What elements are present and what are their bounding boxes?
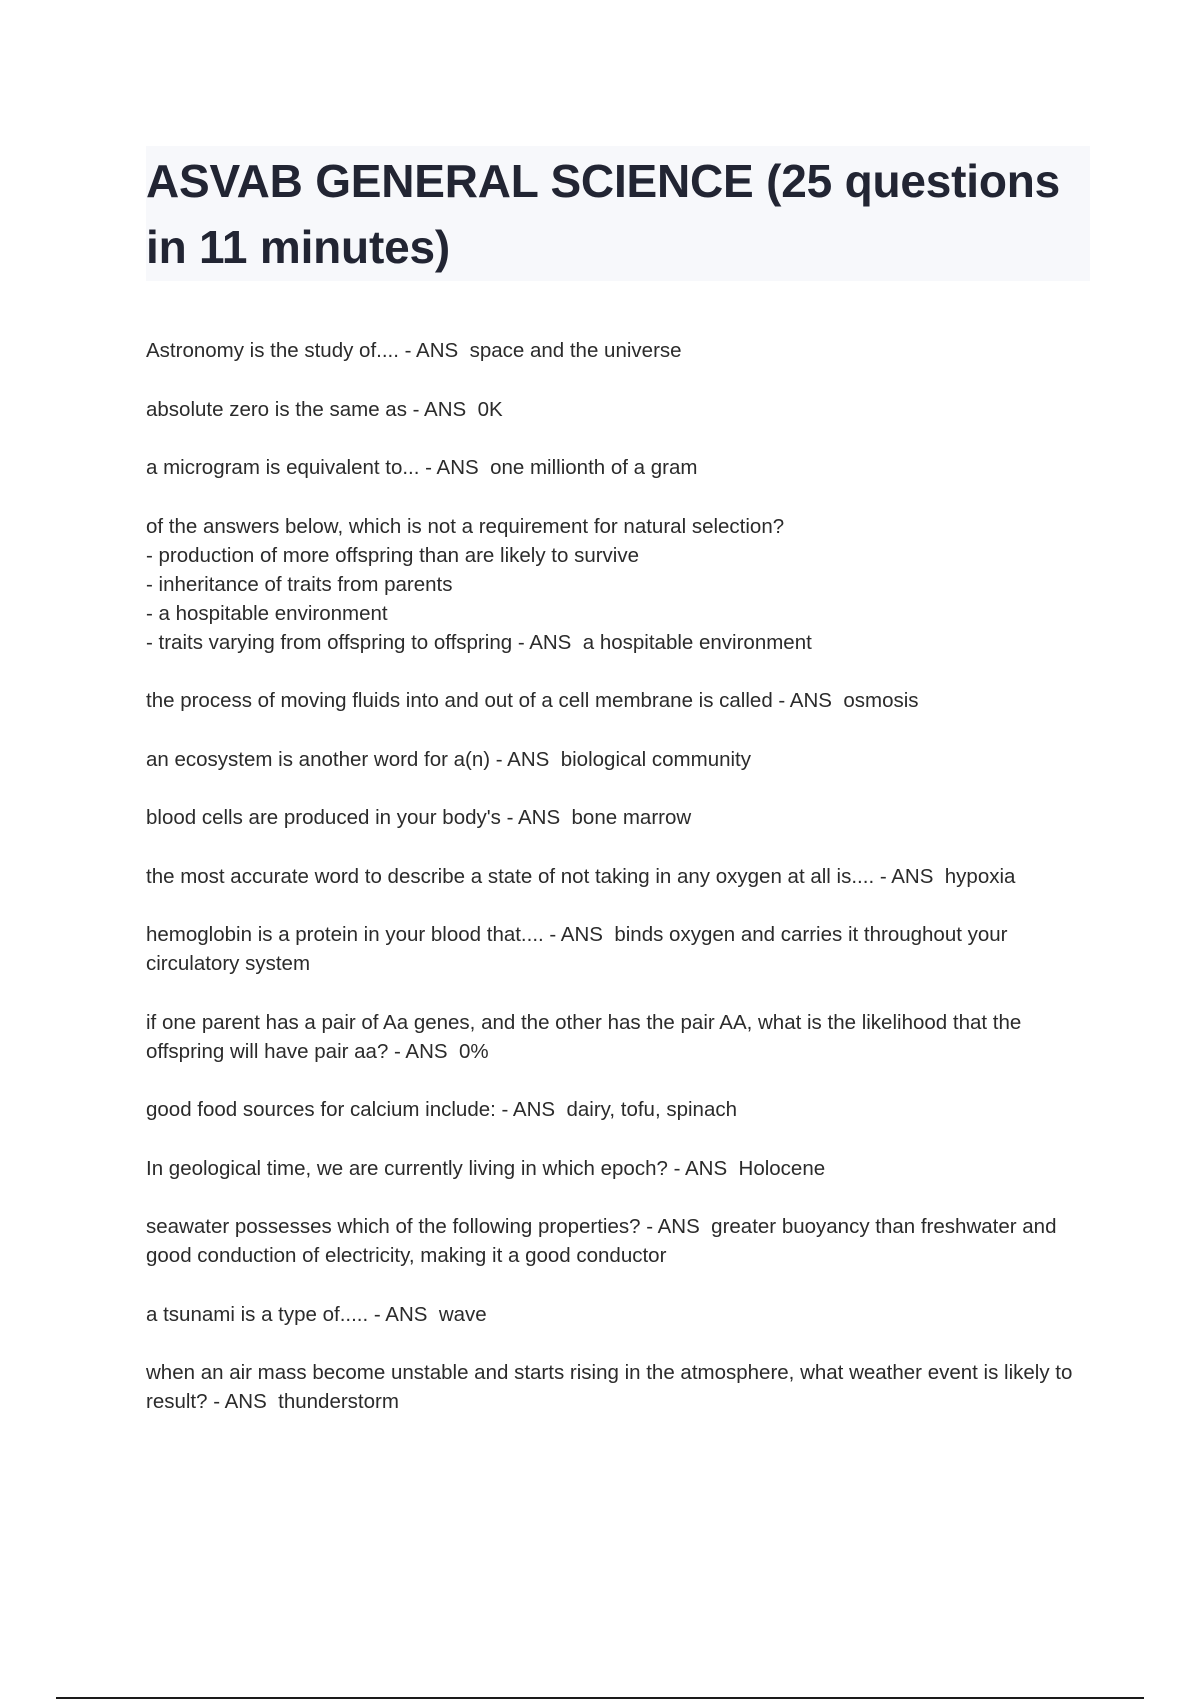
qa-item: In geological time, we are currently living in which epoch? - ANS Holocene xyxy=(146,1156,826,1180)
qa-item: seawater possesses which of the following properties? - ANS greater buoyancy than freshwater and good conduction of electricity, making it a good conductor xyxy=(146,1215,1063,1267)
qa-item: good food sources for calcium include: - ANS dairy, tofu, spinach xyxy=(146,1098,738,1121)
qa-item: Astronomy is the study of.... - ANS space and the universe xyxy=(146,339,682,362)
qa-item: the most accurate word to describe a state of not taking in any oxygen at all is.... - ANS hypoxia xyxy=(146,864,1016,888)
qa-item: blood cells are produced in your body's - ANS bone marrow xyxy=(146,806,692,829)
title-block xyxy=(146,146,1090,281)
qa-item: a tsunami is a type of..... - ANS wave xyxy=(146,1302,487,1326)
page-bottom-divider xyxy=(56,1697,1144,1699)
qa-item: absolute zero is the same as - ANS 0K xyxy=(146,397,503,421)
qa-item: a microgram is equivalent to... - ANS one millionth of a gram xyxy=(146,456,698,479)
qa-item: when an air mass become unstable and starts rising in the atmosphere, what weather event is likely to result? - ANS thunderstorm xyxy=(146,1361,1079,1413)
page-title: ASVAB GENERAL SCIENCE (25 questions in 11 minutes) xyxy=(146,155,1061,273)
qa-item: hemoglobin is a protein in your blood that.... - ANS binds oxygen and carries it throughout your circulatory system xyxy=(146,923,1014,975)
qa-item: if one parent has a pair of Aa genes, and the other has the pair AA, what is the likelihood that the offspring will have pair aa? - ANS 0% xyxy=(146,1010,1027,1063)
qa-item: of the answers below, which is not a requirement for natural selection? - production of more offspring than are likely to survive - inheritance of traits from parents - a hospitable environment - traits varying from offspring to offspring - ANS a hospitable environment xyxy=(146,514,812,654)
qa-item: an ecosystem is another word for a(n) - ANS biological community xyxy=(146,747,752,771)
qa-item: the process of moving fluids into and out of a cell membrane is called - ANS osmosis xyxy=(146,689,919,712)
qa-list xyxy=(146,336,1096,1446)
